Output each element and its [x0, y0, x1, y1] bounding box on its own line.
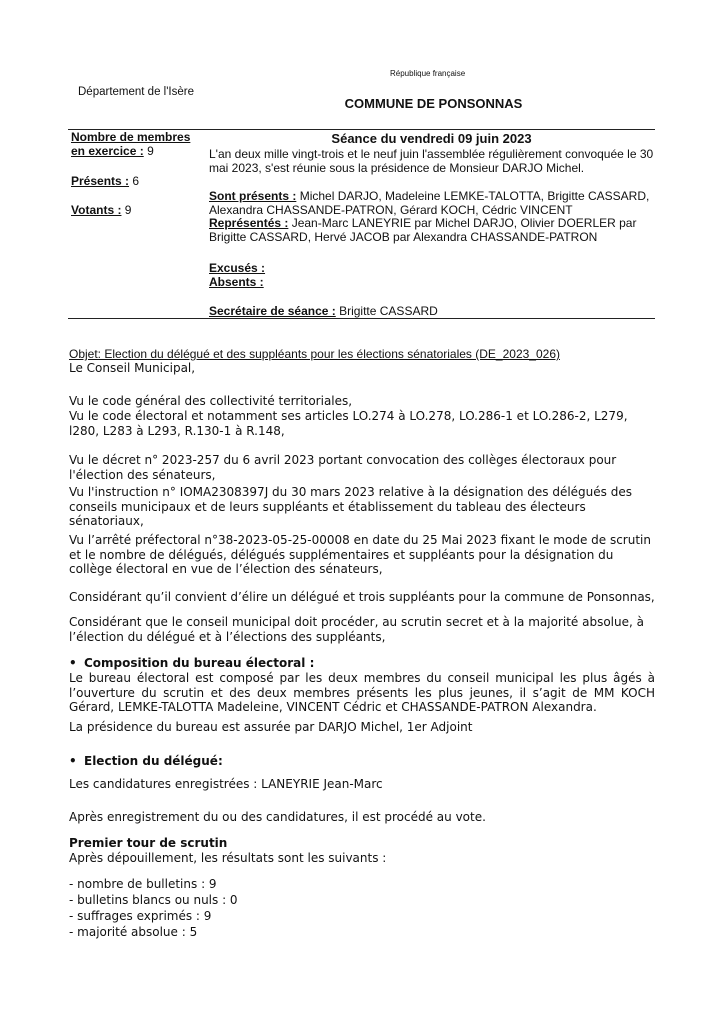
republique-label: République française — [390, 69, 466, 78]
membres-label-2: en exercice : — [71, 143, 144, 158]
result-exprimes: - suffrages exprimés : 9 — [69, 909, 212, 923]
absents-label: Absents : — [209, 274, 264, 289]
seance-divider — [68, 318, 655, 319]
votants-value: 9 — [124, 203, 132, 217]
composition-text: Le bureau électoral est composé par les deux membres du conseil municipal les plus âgés à l’ouverture du scrutin et des deux membres présents les plus jeunes, il s’agit de MM KOCH Gérard, LEMKE-TALOTTA Madeleine, VINCENT Cédric et CHASSANDE-PATRON Alexandra. — [69, 671, 655, 714]
objet-text: Objet: Election du délégué et des suppléants pour les élections sénatoriales (DE_2023_026) — [69, 347, 560, 361]
secretaire-value: Brigitte CASSARD — [335, 304, 438, 318]
conseil-line: Le Conseil Municipal, — [69, 361, 196, 375]
vu-code-electoral: Vu le code électoral et notamment ses articles LO.274 à LO.278, LO.286-1 et LO.286-2, L279, l280, L283 à L293, R.130-1 à R.148, — [69, 409, 628, 438]
vu-code-general: Vu le code général des collectivité territoriales, — [69, 394, 353, 408]
considerant-1: Considérant qu’il convient d’élire un délégué et trois suppléants pour la commune de Ponsonnas, — [69, 590, 655, 604]
result-bulletins: - nombre de bulletins : 9 — [69, 877, 217, 891]
presents-line — [209, 190, 655, 217]
presence-block — [209, 190, 655, 244]
election-title: Election du délégué: — [84, 754, 223, 768]
composition-heading — [69, 656, 655, 671]
bullet-icon: • — [69, 656, 77, 670]
votants-label: Votants : — [71, 203, 122, 217]
apres-line: Après enregistrement du ou des candidatures, il est procédé au vote. — [69, 810, 486, 824]
vu-instruction: Vu l'instruction n° IOMA2308397J du 30 mars 2023 relative à la désignation des délégués des conseils municipaux et de leurs suppléants et établissement du tableau des électeurs sénatoriaux, — [69, 485, 632, 528]
presents-count — [71, 174, 139, 188]
excuses-block — [209, 262, 265, 289]
premier-tour-title: Premier tour de scrutin — [69, 836, 228, 850]
representes-label: Représentés : — [209, 216, 289, 230]
departement-label: Département de l'Isère — [78, 86, 194, 98]
objet-line — [69, 347, 655, 362]
considerant-2: Considérant que le conseil municipal doit procéder, au scrutin secret et à la majorité absolue, à l’élection du délégué et à l’élections des suppléants, — [69, 615, 644, 644]
result-blancs: - bulletins blancs ou nuls : 0 — [69, 893, 238, 907]
representes-line — [209, 217, 655, 244]
composition-title: Composition du bureau électoral : — [84, 656, 315, 670]
membres-label-1: Nombre de membres — [71, 130, 191, 144]
membres-panel — [71, 131, 201, 158]
secretaire-label: Secrétaire de séance : — [209, 304, 336, 318]
sont-presents-text: Michel DARJO, Madeleine LEMKE-TALOTTA, Brigitte CASSARD, Alexandra CHASSANDE-PATRON, Gérard KOCH, Cédric VINCENT — [209, 189, 650, 217]
excuses-label: Excusés : — [209, 261, 266, 275]
seance-title: Séance du vendredi 09 juin 2023 — [331, 131, 532, 146]
candidatures-line: Les candidatures enregistrées : LANEYRIE Jean-Marc — [69, 777, 383, 791]
presents-label: Présents : — [71, 174, 130, 188]
secretaire-line — [209, 304, 438, 318]
presidence-line: La présidence du bureau est assurée par DARJO Michel, 1er Adjoint — [69, 720, 473, 734]
result-majorite: - majorité absolue : 5 — [69, 925, 198, 939]
election-heading — [69, 754, 655, 769]
membres-value: 9 — [147, 143, 154, 158]
seance-intro: L'an deux mille vingt-trois et le neuf juin l'assemblée régulièrement convoquée le 30 mai 2023, s'est réunie sous la présidence de Monsieur DARJO Michel. — [209, 147, 654, 175]
vu-arrete: Vu l’arrêté préfectoral n°38-2023-05-25-00008 en date du 25 Mai 2023 fixant le mode de scrutin et le nombre de délégués, délégués supplémentaires et suppléants pour la désignation du collège électoral en vue de l’élection des sénateurs, — [69, 533, 651, 576]
bullet-icon: • — [69, 754, 77, 768]
votants-count — [71, 203, 131, 217]
representes-text: Jean-Marc LANEYRIE par Michel DARJO, Olivier DOERLER par Brigitte CASSARD, Hervé JACOB par Alexandra CHASSANDE-PATRON — [209, 216, 637, 244]
sont-presents-label: Sont présents : — [209, 189, 297, 203]
commune-title: COMMUNE DE PONSONNAS — [344, 96, 523, 111]
vu-decret: Vu le décret n° 2023-257 du 6 avril 2023 portant convocation des collèges électoraux pour l'élection des sénateurs, — [69, 453, 617, 482]
presents-value: 6 — [132, 174, 140, 188]
resultats-line: Après dépouillement, les résultats sont les suivants : — [69, 851, 387, 865]
